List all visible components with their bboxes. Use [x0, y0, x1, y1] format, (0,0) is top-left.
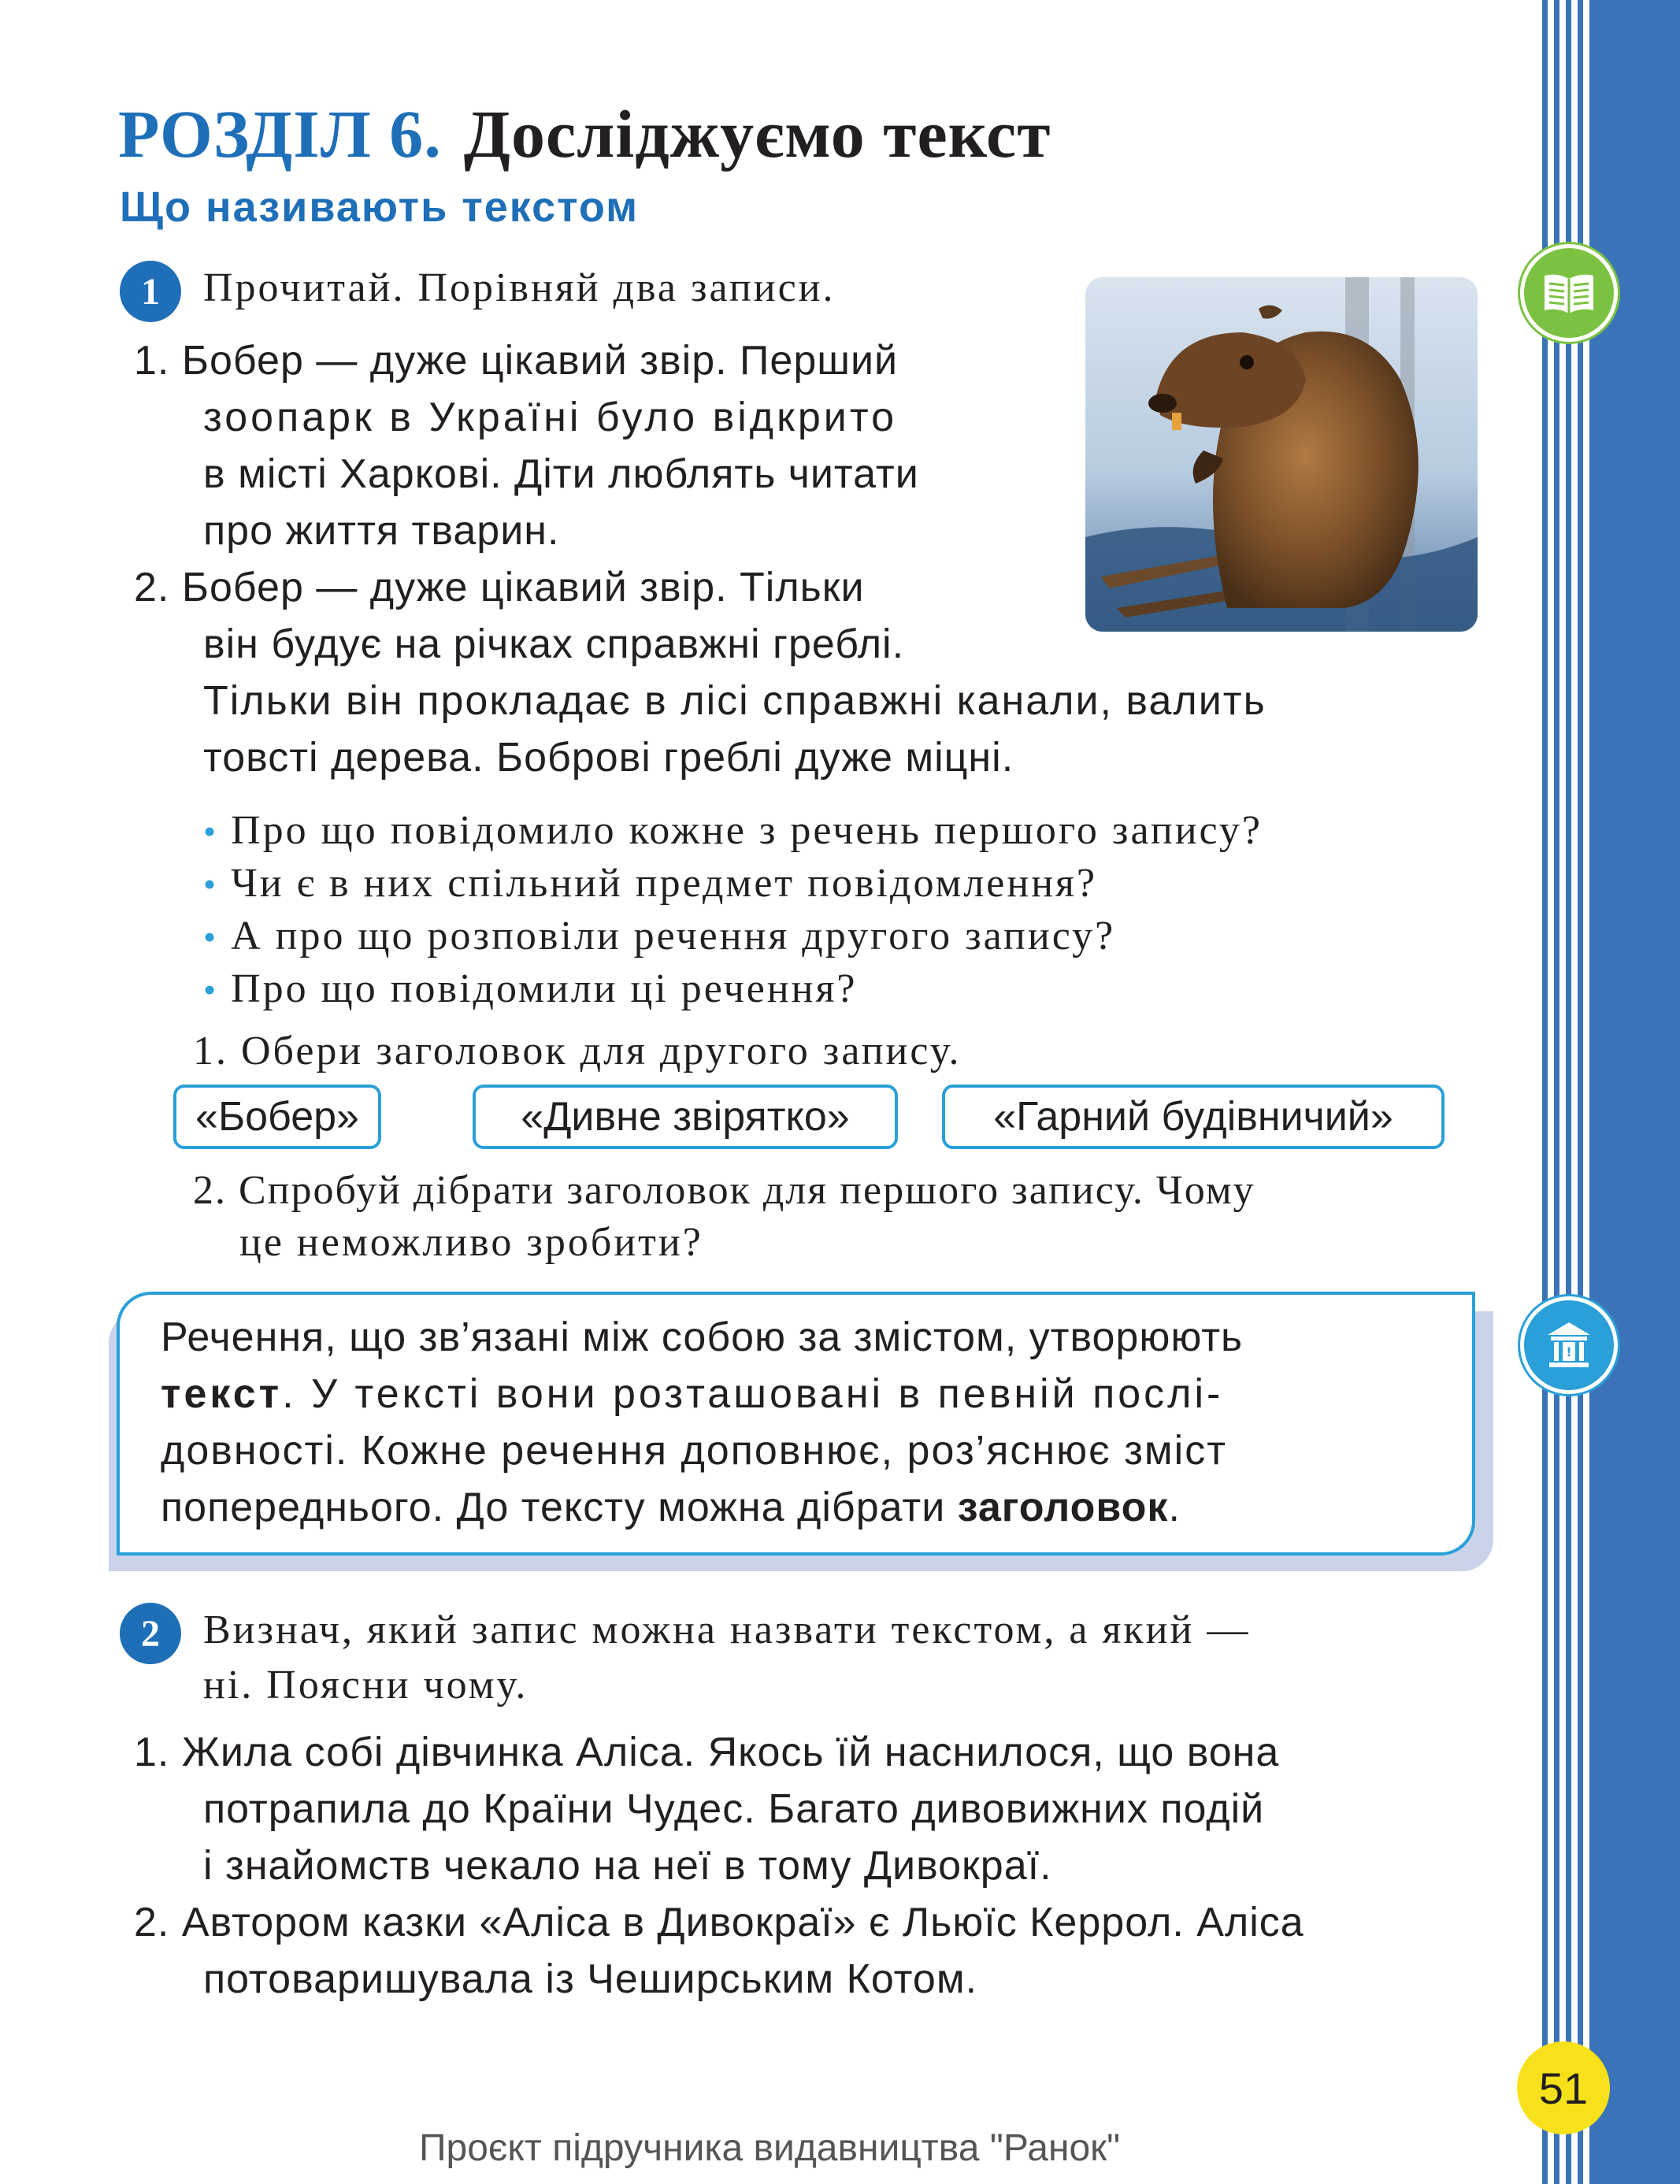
chapter-title [118, 95, 1051, 173]
rule-term-title: заголовок [957, 1485, 1169, 1530]
question-item: • Чи є в них спільний предмет повідомлення? [203, 861, 1098, 906]
task2-instruction-line: Визнач, який запис можна назвати текстом, а який — [203, 1607, 1251, 1652]
title-choice-beaver[interactable]: «Бобер» [173, 1085, 381, 1149]
rule-line: Речення, що зв’язані між собою за змістом, утворюють [161, 1314, 1244, 1360]
question-item: • Про що повідомило кожне з речень першого запису? [203, 808, 1263, 853]
title-choice-good-builder[interactable]: «Гарний будівничий» [942, 1085, 1445, 1149]
section-title: Що називають текстом [120, 184, 640, 231]
footer-note: Проєкт підручника видавництва "Ранок" [419, 2127, 1121, 2169]
subtask-1: 1. Обери заголовок для другого запису. [193, 1029, 962, 1073]
task1-instruction: Прочитай. Порівняй два записи. [203, 265, 836, 310]
title-choice-strange-animal[interactable]: «Дивне звірятко» [473, 1085, 898, 1149]
task1-item2-line: Тільки він прокладає в лісі справжні канали, валить [203, 678, 1266, 724]
rule-term-text: текст [161, 1371, 283, 1417]
task1-item2-line: він будує на річках справжні греблі. [203, 621, 905, 667]
rule-line: попереднього. До тексту можна дібрати заголовок. [161, 1485, 1181, 1530]
subtask-2-line: це неможливо зробити? [239, 1220, 703, 1265]
task1-item1-line: 1. Бобер — дуже цікавий звір. Перший [134, 338, 899, 384]
open-book-icon [1520, 244, 1618, 342]
task-number-badge: 2 [120, 1603, 181, 1664]
rule-line: текст. У тексті вони розташовані в певній послі- [161, 1371, 1224, 1417]
svg-text:!: ! [1566, 1344, 1572, 1359]
subtask-2-line: 2. Спробуй дібрати заголовок для першого запису. Чому [193, 1168, 1255, 1213]
beaver-photo [1085, 277, 1478, 632]
chapter-name: Досліджуємо текст [463, 96, 1051, 172]
task1-item1-line: про життя тварин. [203, 508, 560, 554]
task1-item1-line: зоопарк в Україні було відкрито [203, 395, 897, 440]
chapter-label: РОЗДІЛ 6. [118, 96, 442, 172]
task2-item1-line: 1. Жила собі дівчинка Аліса. Якось їй наснилося, що вона [134, 1730, 1280, 1775]
task1-item2-line: товсті дерева. Боброві греблі дуже міцні. [203, 735, 1014, 781]
question-item: • Про що повідомили ці речення? [203, 966, 858, 1011]
task2-instruction-line: ні. Поясни чому. [203, 1663, 528, 1708]
task2-item1-line: і знайомств чекало на неї в тому Дивокраї. [203, 1843, 1052, 1889]
question-item: • А про що розповіли речення другого запису? [203, 914, 1116, 959]
task2-item2-line: потоваришувала із Чеширським Котом. [203, 1956, 978, 2002]
task1-item2-line: 2. Бобер — дуже цікавий звір. Тільки [134, 565, 865, 610]
rule-line: довності. Кожне речення доповнює, роз’яснює зміст [161, 1428, 1228, 1474]
side-band [1595, 0, 1680, 2184]
task2-item2-line: 2. Автором казки «Аліса в Дивокраї» є Льюїс Керрол. Аліса [134, 1900, 1304, 1945]
page-number: 51 [1517, 2041, 1610, 2134]
rule-building-icon [1520, 1296, 1618, 1394]
task2-item1-line: потрапила до Країни Чудес. Багато дивовижних подій [203, 1786, 1265, 1832]
task-number-badge: 1 [120, 261, 181, 322]
task1-item1-line: в місті Харкові. Діти люблять читати [203, 451, 919, 497]
